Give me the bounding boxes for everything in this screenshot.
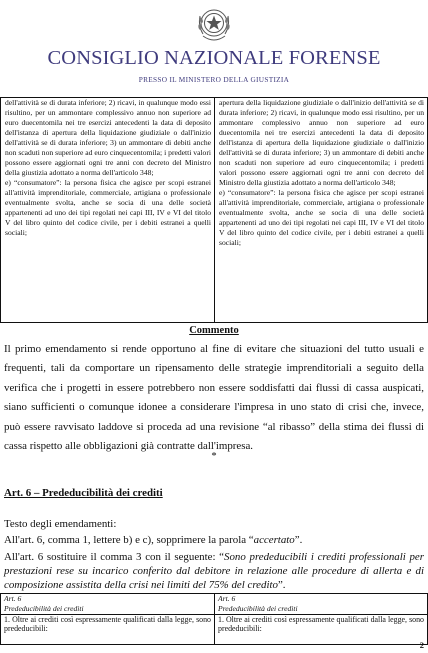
section-separator: * (211, 451, 217, 462)
organization-subtitle: PRESSO IL MINISTERO DELLA GIUSTIZIA (138, 75, 290, 84)
amendments-intro: Testo degli emendamenti: (4, 518, 117, 530)
amendment-1-suffix: ”. (294, 534, 303, 546)
comparison-right-column (214, 98, 427, 322)
amendment-1-word: accertato (253, 534, 295, 546)
comparison-left-column (1, 98, 214, 322)
article-right-title: Prededucibilità dei crediti (215, 604, 427, 615)
amendment-2 (4, 550, 424, 592)
article-comparison-table (0, 593, 428, 645)
article-left-text: 1. Oltre ai crediti così espressamente qualificati dalla legge, sono prededucibili: (4, 614, 211, 634)
article-heading: Art. 6 – Prededucibilità dei crediti (4, 487, 163, 499)
comparison-table (0, 97, 428, 323)
page-number: 2 (419, 640, 424, 650)
italian-republic-emblem-icon (194, 4, 234, 46)
commento-paragraph: Il primo emendamento si rende opportuno al fine di evitare che situazioni del tutto usuali e frequenti, tali da comportare un ripensamento delle strategie imprenditoriali a seguito della verifica che i progetti in essere potrebbero non essere soddisfatti dai flussi di cassa auspicati, siano sufficienti o comunque idonee a considerare l'impresa in uno stato di crisi che, invece, può essere ravvisato laddove si proceda ad una revisione “al ribasso” della stima dei flussi di cassa rispetto alle obbligazioni già contratte dall'impresa. (4, 343, 424, 453)
amendment-2-quote: Sono prededucibili i crediti professionali per prestazioni rese su incarico conferito dal debitore in relazione alle procedure di allerta e di composizione assistita della crisi nei limiti del 75% del credito (4, 551, 424, 591)
article-right-text: 1. Oltre ai crediti così espressamente qualificati dalla legge, sono prededucibili: (218, 614, 424, 634)
article-left-label: Art. 6 (4, 594, 22, 603)
article-right-column (214, 594, 427, 644)
comparison-left-text: dell'attività se di durata inferiore; 2) ricavi, in qualunque modo essi risultino, per un ammontare complessivo annuo non superiore ad euro duecentomila nei tre esercizi antecedenti la data di deposito dell'istanza di apertura della liquidazione giudiziale o dall'inizio dell'attività se di durata inferiore; 3) un ammontare di debiti anche non scaduti non superiore ad euro cinquecentomila; i predetti valori possono essere aggiornati ogni tre anni con decreto del Ministro della giustizia adottato a norma dell'articolo 348; e) “consumatore”: la persona fisica che agisce per scopi estranei all'attività imprenditoriale, commerciale, artigiana o professionale eventualmente svolta, anche se socia di una delle società appartenenti ad uno dei tipi regolati nei capi III, IV e VI del titolo V del libro quinto del codice civile, per i debiti estranei a quelli sociali; (5, 98, 211, 237)
article-right-label: Art. 6 (218, 594, 236, 603)
article-left-title: Prededucibilità dei crediti (1, 604, 214, 615)
comparison-right-text: apertura della liquidazione giudiziale o dall'inizio dell'attività se di durata inferiore; 2) ricavi, in qualunque modo essi risultino, per un ammontare complessivo annuo non superiore ad euro duecentomila nei tre esercizi antecedenti la data di deposito dell'istanza di apertura della liquidazione giudiziale o dall'inizio dell'attività se di durata inferiore; 3) un ammontare di debiti anche non scaduti non superiore ad euro cinquecentomila; i predetti valori possono essere aggiornati ogni tre anni con decreto del Ministro della giustizia adottato a norma dell'articolo 348; e) “consumatore”: la persona fisica che agisce per scopi estranei all'attività imprenditoriale, commerciale, artigiana o professionale eventualmente svolta, anche se socia di una delle società appartenenti ad uno dei tipi regolati nei capi III, IV e VI del titolo V del libro quinto del codice civile, per i debiti estranei a quelli sociali; (219, 98, 424, 247)
amendment-1 (4, 534, 302, 546)
amendment-2-prefix: All'art. 6 sostituire il comma 3 con il seguente: “ (4, 551, 225, 563)
article-left-column (1, 594, 214, 644)
amendment-1-prefix: All'art. 6, comma 1, lettere b) e c), sopprimere la parola “ (4, 534, 254, 546)
commento-heading: Commento (189, 325, 239, 336)
amendment-2-suffix: ”. (277, 579, 286, 591)
organization-title: CONSIGLIO NAZIONALE FORENSE (47, 47, 381, 69)
